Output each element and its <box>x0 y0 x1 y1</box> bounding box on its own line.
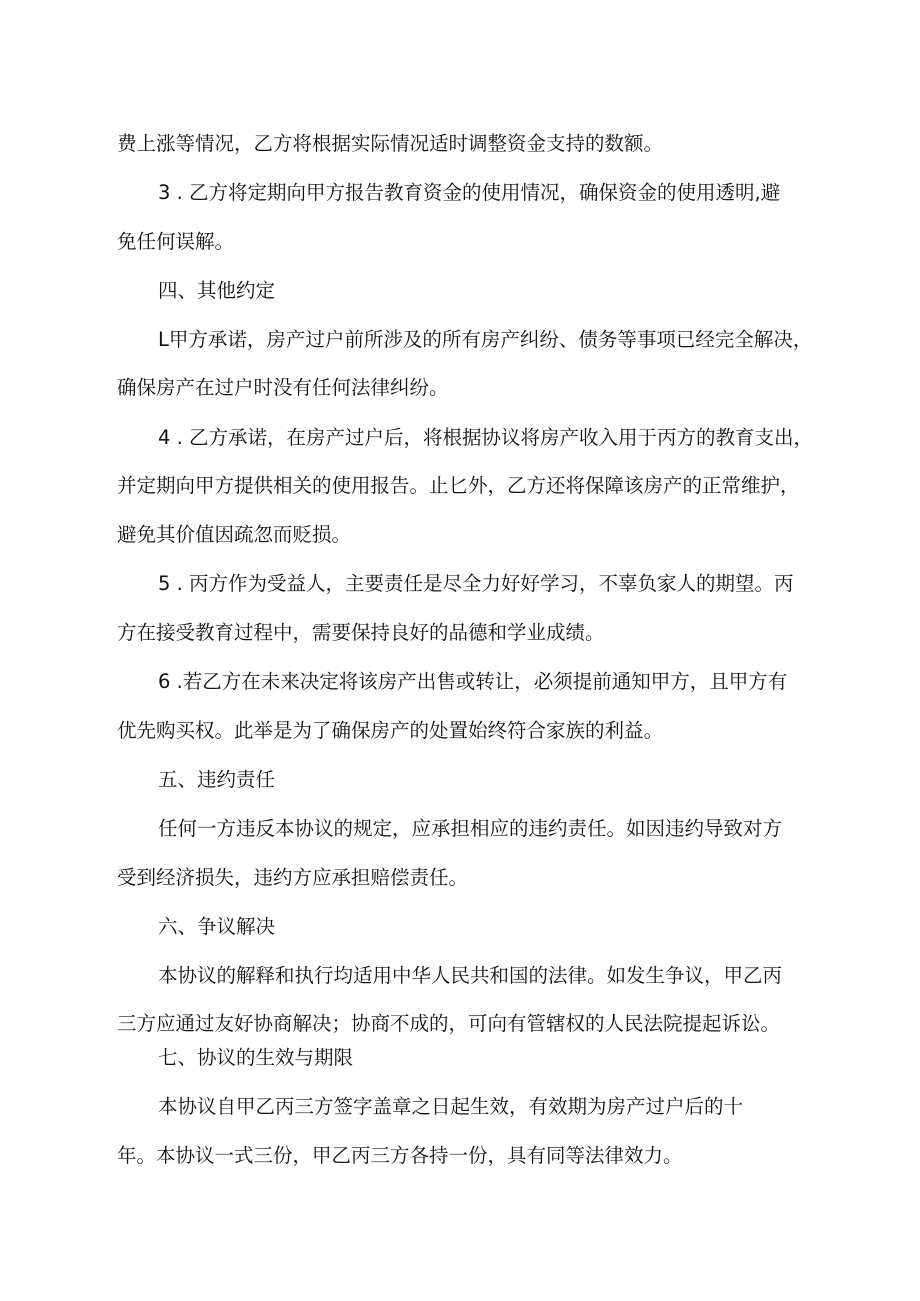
section-4-clause-4-line-3: 避免其价值因疏忽而贬损。 <box>117 523 352 546</box>
section-5-line-2: 受到经济损失，违约方应承担赔偿责任。 <box>117 866 469 889</box>
section-4-clause-6-line-2: 优先购买权。此举是为了确保房产的处置始终符合家族的利益。 <box>117 719 664 742</box>
section-4-clause-5-line-1: 5 . 丙方作为受益人，主要责任是尽全力好好学习，不辜负家人的期望。丙 <box>158 572 794 595</box>
section-4-clause-1-line-1: L甲方承诺，房产过户前所涉及的所有房产纠纷、债务等事项已经完全解决， <box>158 328 813 351</box>
section-4-heading: 四、其他约定 <box>158 279 276 302</box>
section-4-clause-1-line-2: 确保房产在过户时没有任何法律纠纷。 <box>117 376 449 399</box>
section-6-line-1: 本协议的解释和执行均适用中华人民共和国的法律。如发生争议，甲乙丙 <box>158 964 783 987</box>
section-5-line-1: 任何一方违反本协议的规定，应承担相应的违约责任。如因违约导致对方 <box>158 817 783 840</box>
section-7-line-2: 年。本协议一式三份，甲乙丙三方各持一份，具有同等法律效力。 <box>117 1144 683 1167</box>
section-4-clause-6-line-1: 6 .若乙方在未来决定将该房产出售或转让，必须提前通知甲方，且甲方有 <box>158 670 788 693</box>
section-4-clause-5-line-2: 方在接受教育过程中，需要保持良好的品德和学业成绩。 <box>117 621 605 644</box>
section-7-heading: 七、协议的生效与期限 <box>158 1046 354 1069</box>
section-6-heading: 六、争议解决 <box>158 915 276 938</box>
section-7-line-1: 本协议自甲乙丙三方签字盖章之日起生效，有效期为房产过户后的十 <box>158 1095 744 1118</box>
section-4-clause-4-line-2: 并定期向甲方提供相关的使用报告。止匕外，乙方还将保障该房产的正常维护， <box>117 474 800 497</box>
clause-3-line-2: 免任何误解。 <box>117 230 235 253</box>
section-6-line-2: 三方应通过友好协商解决；协商不成的，可向有管辖权的人民法院提起诉讼。 <box>117 1012 781 1035</box>
paragraph-funding-adjustment-continued: 费上涨等情况，乙方将根据实际情况适时调整资金支持的数额。 <box>117 132 664 155</box>
section-5-heading: 五、违约责任 <box>158 768 276 791</box>
clause-3-line-1: 3 . 乙方将定期向甲方报告教育资金的使用情况，确保资金的使用透明,避 <box>158 181 781 204</box>
section-4-clause-4-line-1: 4 . 乙方承诺，在房产过户后，将根据协议将房产收入用于丙方的教育支出， <box>158 426 814 449</box>
